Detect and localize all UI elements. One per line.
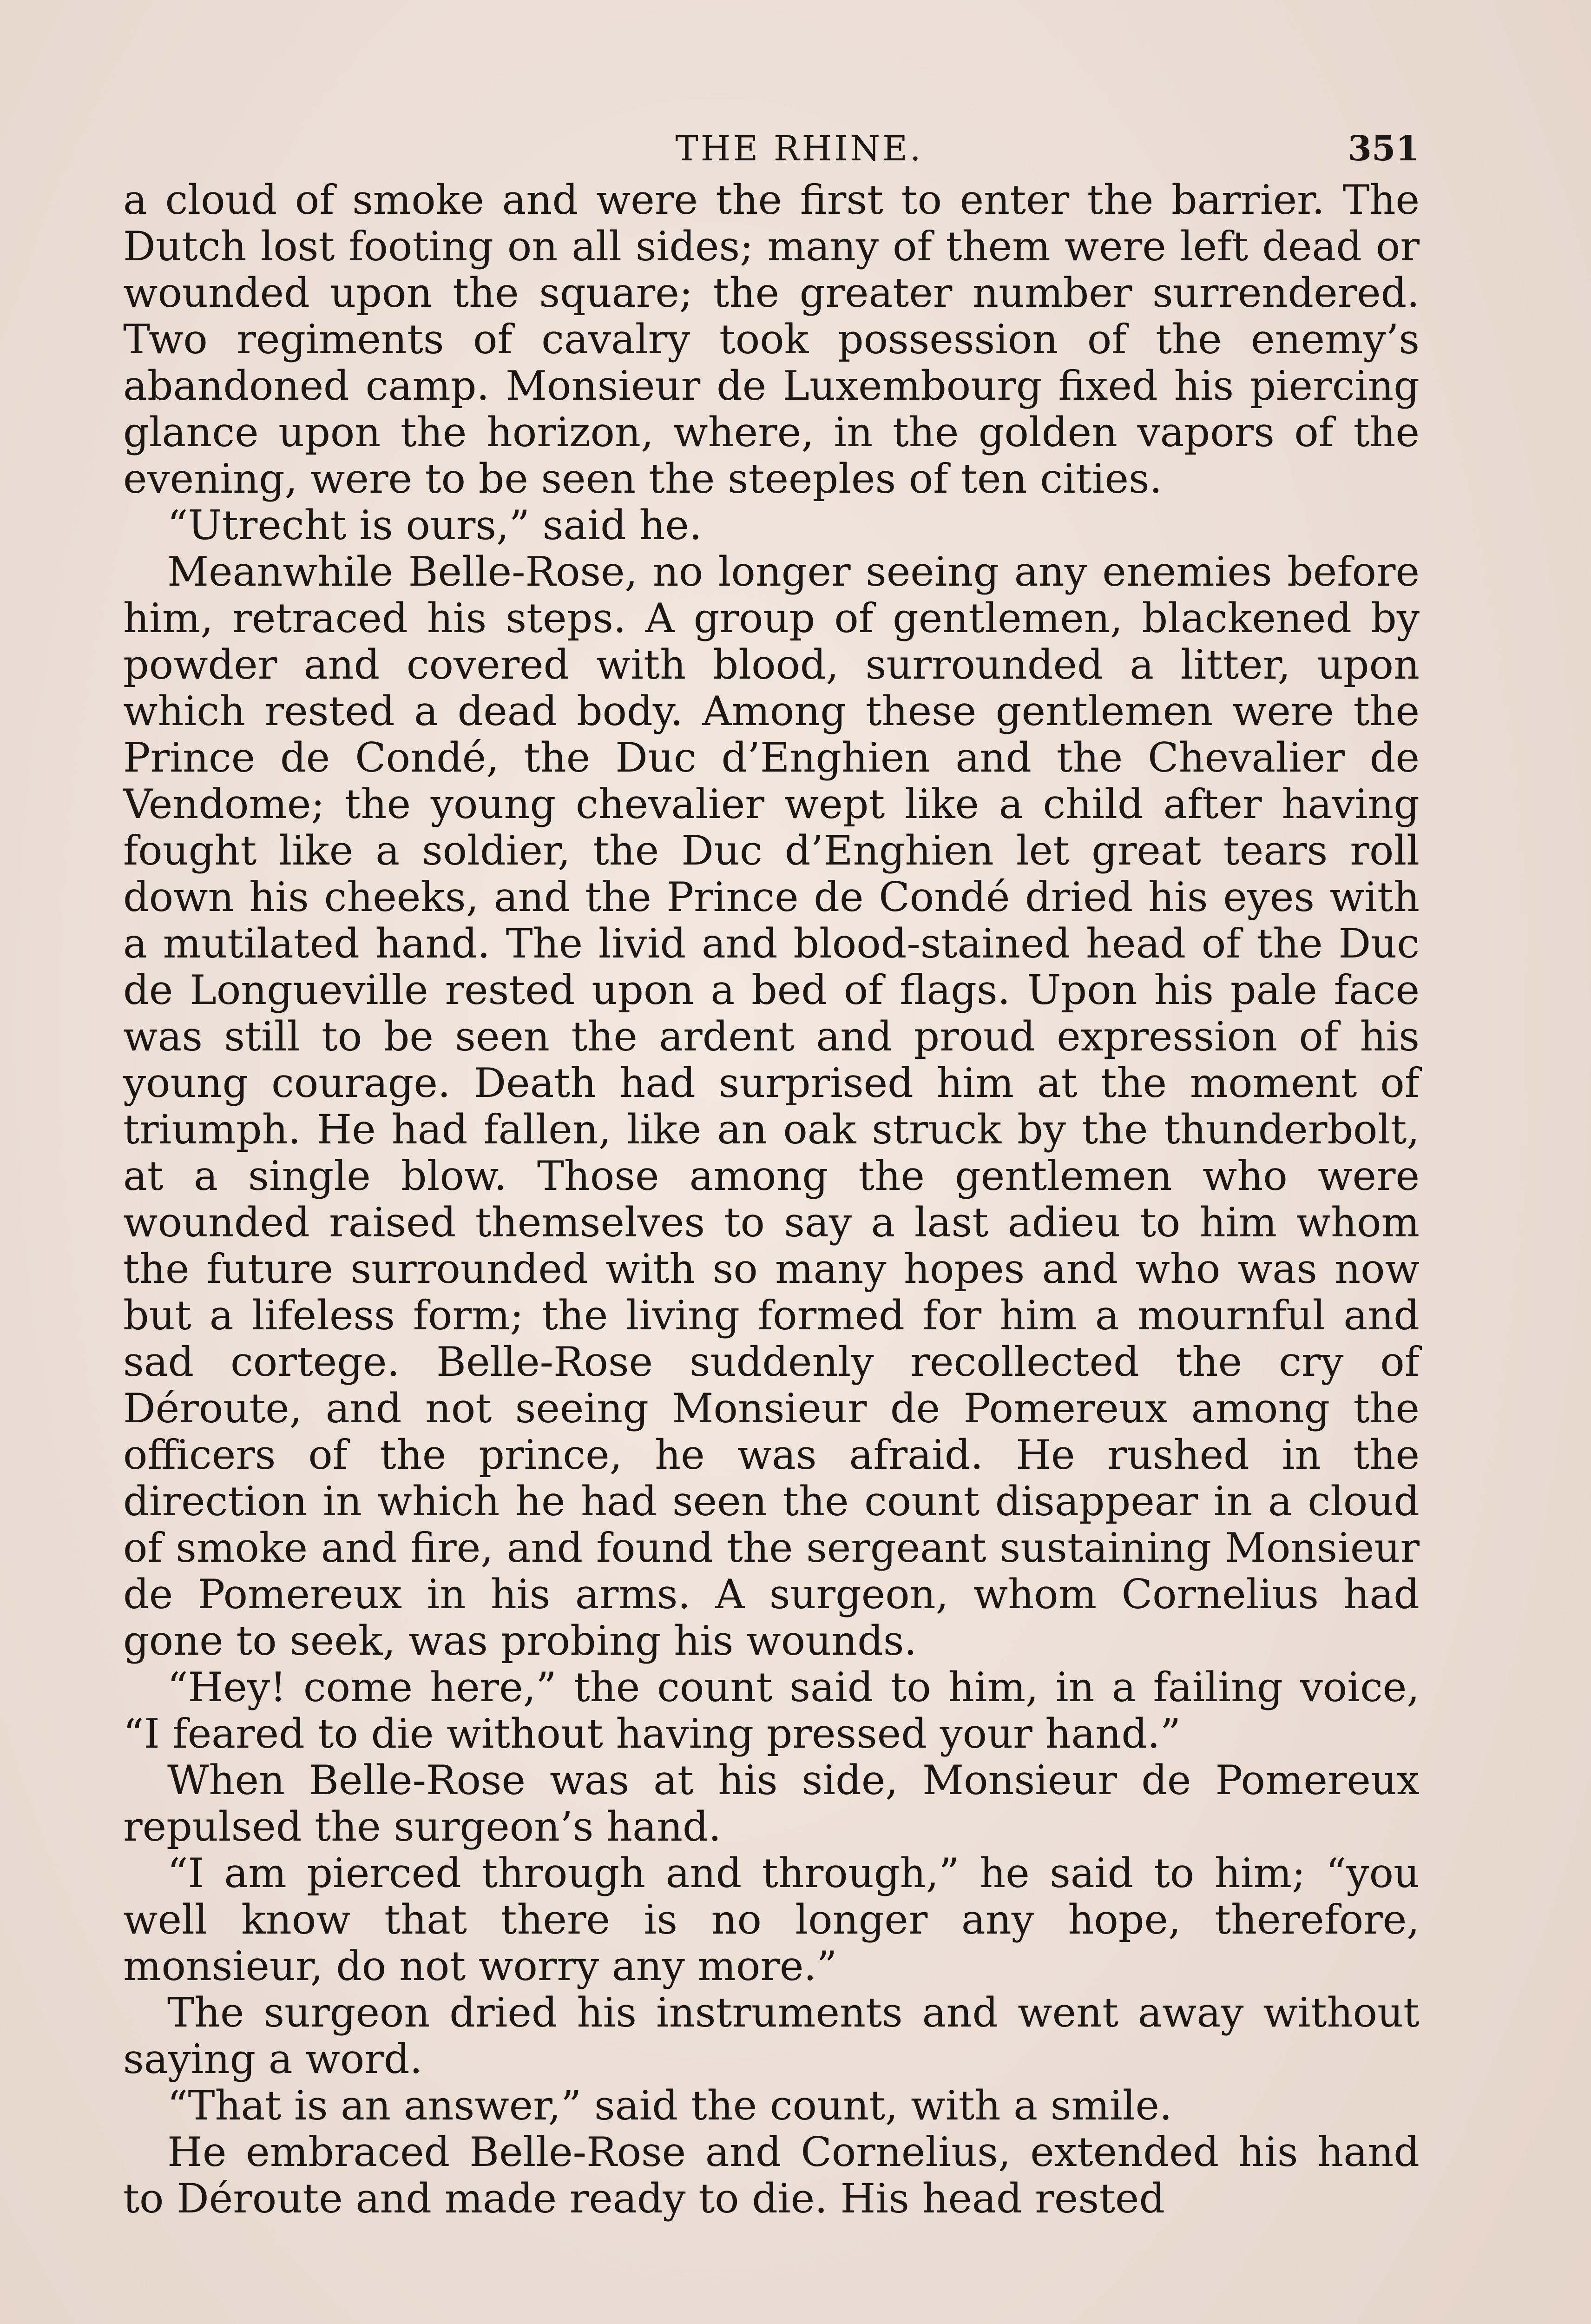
paragraph-7: The surgeon dried his instruments and went away without saying a word. xyxy=(123,1989,1420,2083)
paragraph-8: “That is an answer,” said the count, with a smile. xyxy=(167,2082,1172,2129)
book-page xyxy=(123,125,1420,2222)
paragraph-1: a cloud of smoke and were the first to enter the barrier. The Dutch lost footing on all sides; many of them were left dead or wounded upon the square; the greater number surrendered. Two regiments of cavalry took possession of the enemy’s abandoned camp. Monsieur de Luxembourg fixed his piercing glance upon the horizon, where, in the golden vapors of the evening, were to be seen the steeples of ten cities. xyxy=(123,176,1420,502)
running-title: THE RHINE. xyxy=(675,129,923,169)
paragraph-2: “Utrecht is ours,” said he. xyxy=(167,502,702,549)
paragraph-5: When Belle-Rose was at his side, Monsieur de Pomereux repulsed the surgeon’s hand. xyxy=(123,1756,1420,1850)
body-text xyxy=(123,177,1420,2222)
paragraph-4: “Hey! come here,” the count said to him, in a failing voice, “I feared to die without having pressed your hand.” xyxy=(123,1664,1420,1757)
page-number: 351 xyxy=(1348,129,1420,169)
page-header xyxy=(123,125,1420,177)
paragraph-6: “I am pierced through and through,” he said to him; “you well know that there is no longer any hope, therefore, monsieur, do not worry any more.” xyxy=(123,1849,1420,1990)
paragraph-3: Meanwhile Belle-Rose, no longer seeing any enemies before him, retraced his steps. A group of gentlemen, blackened by powder and covered with blood, surrounded a litter, upon which rested a dead body. Among these gentlemen were the Prince de Condé, the Duc d’Enghien and the Chevalier de Vendome; the young chevalier wept like a child after having fought like a soldier, the Duc d’Enghien let great tears roll down his cheeks, and the Prince de Condé dried his eyes with a mutilated hand. The livid and blood-stained head of the Duc de Longueville rested upon a bed of flags. Upon his pale face was still to be seen the ardent and proud expression of his young courage. Death had surprised him at the moment of triumph. He had fallen, like an oak struck by the thunderbolt, at a single blow. Those among the gentlemen who were wounded raised themselves to say a last adieu to him whom the future surrounded with so many hopes and who was now but a lifeless form; the living formed for him a mournful and sad cortege. Belle-Rose suddenly recollected the cry of Déroute, and not seeing Monsieur de Pomereux among the officers of the prince, he was afraid. He rushed in the direction in which he had seen the count disappear in a cloud of smoke and fire, and found the sergeant sustaining Monsieur de Pomereux in his arms. A surgeon, whom Cornelius had gone to seek, was probing his wounds. xyxy=(123,548,1420,1664)
paragraph-9: He embraced Belle-Rose and Cornelius, extended his hand to Déroute and made ready to die. His head rested xyxy=(123,2128,1420,2222)
